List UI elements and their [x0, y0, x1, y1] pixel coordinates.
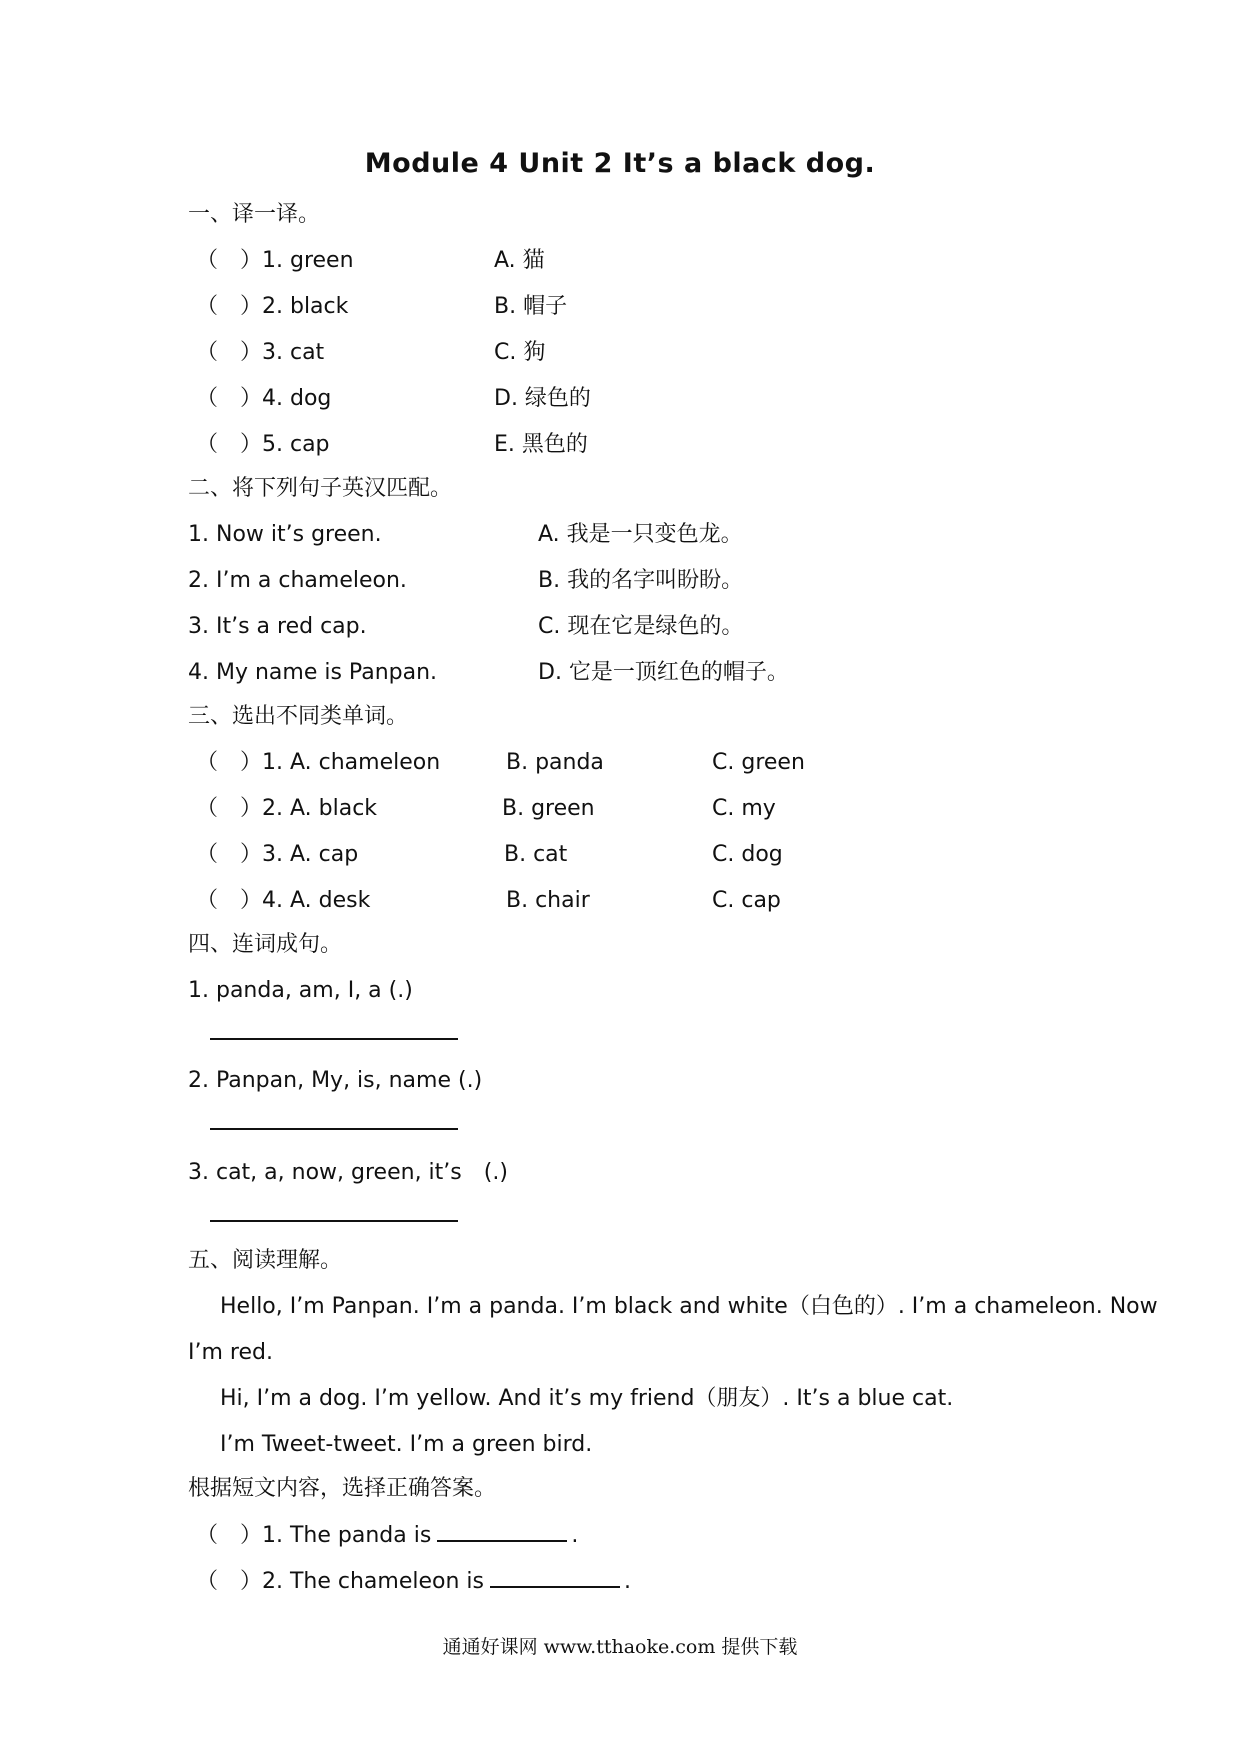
section3-option-c: C. dog [712, 842, 783, 867]
question-text: （ ）2. The chameleon is [196, 1569, 484, 1594]
section2-item-right: B. 我的名字叫盼盼。 [538, 568, 744, 593]
section2-item-right: A. 我是一只变色龙。 [538, 522, 743, 547]
section1-item-right: E. 黑色的 [494, 432, 588, 457]
section3-option-b: B. cat [504, 842, 568, 867]
section2-item-left: 4. My name is Panpan. [188, 660, 438, 685]
reading-paragraph-line: I’m Tweet-tweet. I’m a green bird. [220, 1432, 593, 1457]
reading-paragraph-line: I’m red. [188, 1340, 273, 1365]
section3-option-a: （ ）2. A. black [196, 796, 378, 821]
section1-item-right: D. 绿色的 [494, 386, 591, 411]
section1-heading: 一、译一译。 [188, 202, 321, 227]
section3-option-b: B. chair [506, 888, 590, 913]
section2-item-left: 1. Now it’s green. [188, 522, 382, 547]
section1-item-right: A. 猫 [494, 248, 545, 273]
section2-item-left: 3. It’s a red cap. [188, 614, 367, 639]
answer-blank-line[interactable] [210, 1220, 458, 1222]
answer-blank[interactable] [490, 1566, 620, 1588]
reading-instruction: 根据短文内容，选择正确答案。 [188, 1476, 497, 1501]
reading-question [196, 1520, 578, 1551]
reading-question [196, 1566, 631, 1597]
section2-heading: 二、将下列句子英汉匹配。 [188, 476, 453, 501]
section2-item-right: D. 它是一顶红色的帽子。 [538, 660, 789, 685]
section3-option-b: B. green [502, 796, 595, 821]
section3-option-b: B. panda [506, 750, 604, 775]
section4-heading: 四、连词成句。 [188, 932, 343, 957]
section5-heading: 五、阅读理解。 [188, 1248, 343, 1273]
question-text: （ ）1. The panda is [196, 1523, 432, 1548]
section2-item-right: C. 现在它是绿色的。 [538, 614, 744, 639]
section2-item-left: 2. I’m a chameleon. [188, 568, 407, 593]
section1-item-left: （ ）3. cat [196, 340, 325, 365]
question-end: . [624, 1569, 631, 1594]
reading-paragraph-line: Hi, I’m a dog. I’m yellow. And it’s my friend（朋友）. It’s a blue cat. [220, 1386, 954, 1411]
section1-item-left: （ ）2. black [196, 294, 349, 319]
section1-item-left: （ ）4. dog [196, 386, 332, 411]
section3-heading: 三、选出不同类单词。 [188, 704, 409, 729]
section3-option-c: C. green [712, 750, 805, 775]
answer-blank-line[interactable] [210, 1128, 458, 1130]
reading-paragraph-line: Hello, I’m Panpan. I’m a panda. I’m black and white（白色的）. I’m a chameleon. Now [220, 1294, 1158, 1319]
section1-item-left: （ ）1. green [196, 248, 354, 273]
section3-option-a: （ ）3. A. cap [196, 842, 359, 867]
section1-item-right: C. 狗 [494, 340, 546, 365]
section1-item-right: B. 帽子 [494, 294, 568, 319]
section3-option-a: （ ）4. A. desk [196, 888, 371, 913]
question-end: . [571, 1523, 579, 1548]
section3-option-c: C. cap [712, 888, 781, 913]
page-footer: 通通好课网 www.tthaoke.com 提供下载 [442, 1636, 798, 1658]
answer-blank[interactable] [437, 1520, 567, 1542]
section3-option-a: （ ）1. A. chameleon [196, 750, 441, 775]
section4-item: 3. cat, a, now, green, it’s (.) [188, 1160, 508, 1185]
section4-item: 2. Panpan, My, is, name (.) [188, 1068, 483, 1093]
page-title: Module 4 Unit 2 It’s a black dog. [364, 148, 876, 179]
section1-item-left: （ ）5. cap [196, 432, 330, 457]
section4-item: 1. panda, am, I, a (.) [188, 978, 413, 1003]
answer-blank-line[interactable] [210, 1038, 458, 1040]
section3-option-c: C. my [712, 796, 776, 821]
